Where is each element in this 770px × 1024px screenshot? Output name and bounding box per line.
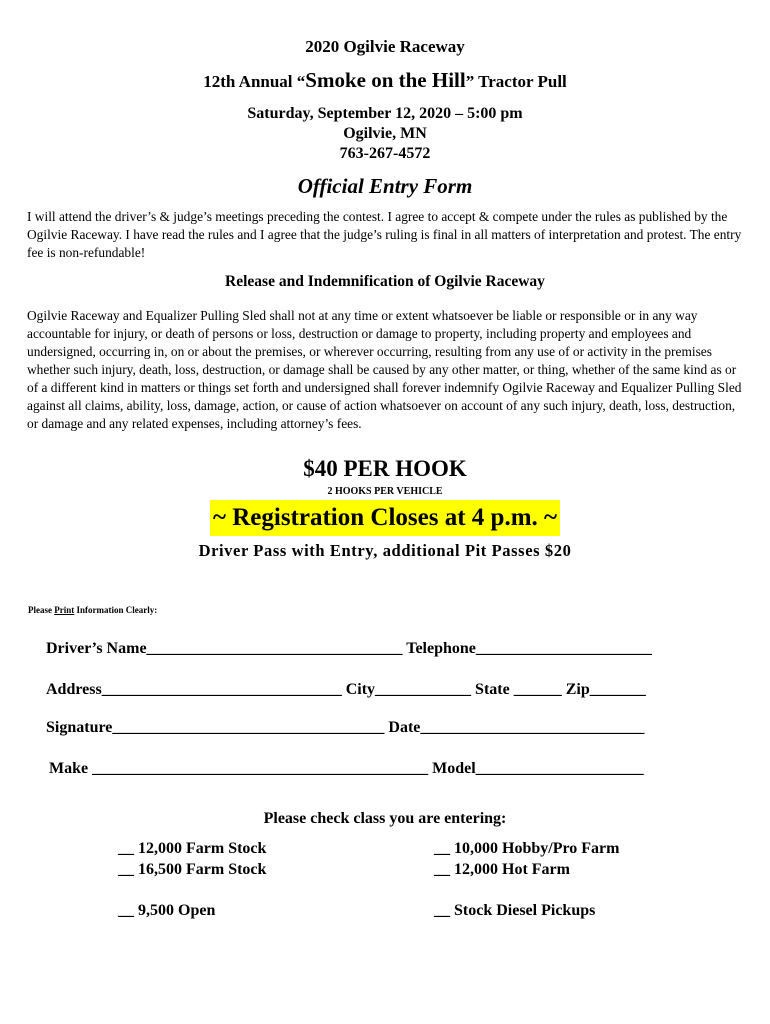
print-suffix: Information Clearly: [74,605,158,615]
class-option-9500-open[interactable]: __ 9,500 Open [118,902,216,919]
print-prefix: Please [28,605,55,615]
hooks-note: 2 HOOKS PER VEHICLE [327,486,443,497]
address-row[interactable]: Address______________________________ City____________ State ______ Zip_______ [46,681,646,698]
class-group-right [434,838,619,880]
print-underlined: Print [54,605,75,615]
release-paragraph: Ogilvie Raceway and Equalizer Pulling Sled shall not at any time or extent whatsoever be liable or responsible or in any way accountable for injury, or death of persons or loss, destruction or damage to property, including property and employees and undersigned, occurring in, on or about the premises, or wherever occurring, resulting from any use of or activity in the premises whether such injury, death, loss, destruction, or damage shall be caused by any other matter, or thing, whether of the same kind as or of a different kind in matters or things set forth and undersigned shall forever indemnify Ogilvie Raceway and Equalizer Pulling Sled against all claims, ability, loss, damage, action, or cause of action whatsoever on account of any such injury, death, loss, destruction, or damage and any related expenses, including attorney’s fees. [27,308,742,431]
event-subtitle [0,68,770,93]
event-date: Saturday, September 12, 2020 – 5:00 pm [247,105,523,122]
event-title: 2020 Ogilvie Raceway [305,37,465,56]
event-name: Smoke on the Hill [305,68,466,92]
event-details [0,104,770,164]
form-title: Official Entry Form [297,174,473,198]
event-location: Ogilvie, MN [343,125,427,142]
class-heading: Please check class you are entering: [263,810,507,827]
signature-date-row[interactable]: Signature__________________________________ Date____________________________ [46,719,645,736]
class-option-12000-hot-farm[interactable]: __ 12,000 Hot Farm [434,861,570,878]
annual-suffix: ” Tractor Pull [465,72,567,91]
make-model-row[interactable]: Make __________________________________________ Model_____________________ [49,760,644,777]
driver-telephone-row[interactable]: Driver’s Name________________________________ Telephone______________________ [46,640,652,657]
class-option-stock-diesel-pickups[interactable]: __ Stock Diesel Pickups [434,902,596,919]
class-option-12000-farm-stock[interactable]: __ 12,000 Farm Stock [118,840,267,857]
registration-banner [0,500,770,536]
class-group-left [118,838,266,880]
pass-note: Driver Pass with Entry, additional Pit Passes $20 [198,541,572,560]
registration-deadline: ~ Registration Closes at 4 p.m. ~ [210,500,560,536]
class-option-16500-farm-stock[interactable]: __ 16,500 Farm Stock [118,861,267,878]
fee-price: $40 PER HOOK [303,456,467,481]
intro-paragraph: I will attend the driver’s & judge’s meetings preceding the contest. I agree to accept & compete under the rules as published by the Ogilvie Raceway. I have read the rules and I agree that the judge’s ruling is final in all matters of interpretation and protest. The entry fee is non-refundable! [27,209,742,260]
event-phone: 763-267-4572 [339,145,431,162]
release-heading: Release and Indemnification of Ogilvie Raceway [225,273,545,290]
annual-prefix: 12th Annual “ [203,72,306,91]
class-option-10000-hobby-pro-farm[interactable]: __ 10,000 Hobby/Pro Farm [434,840,620,857]
print-instructions [28,605,157,615]
